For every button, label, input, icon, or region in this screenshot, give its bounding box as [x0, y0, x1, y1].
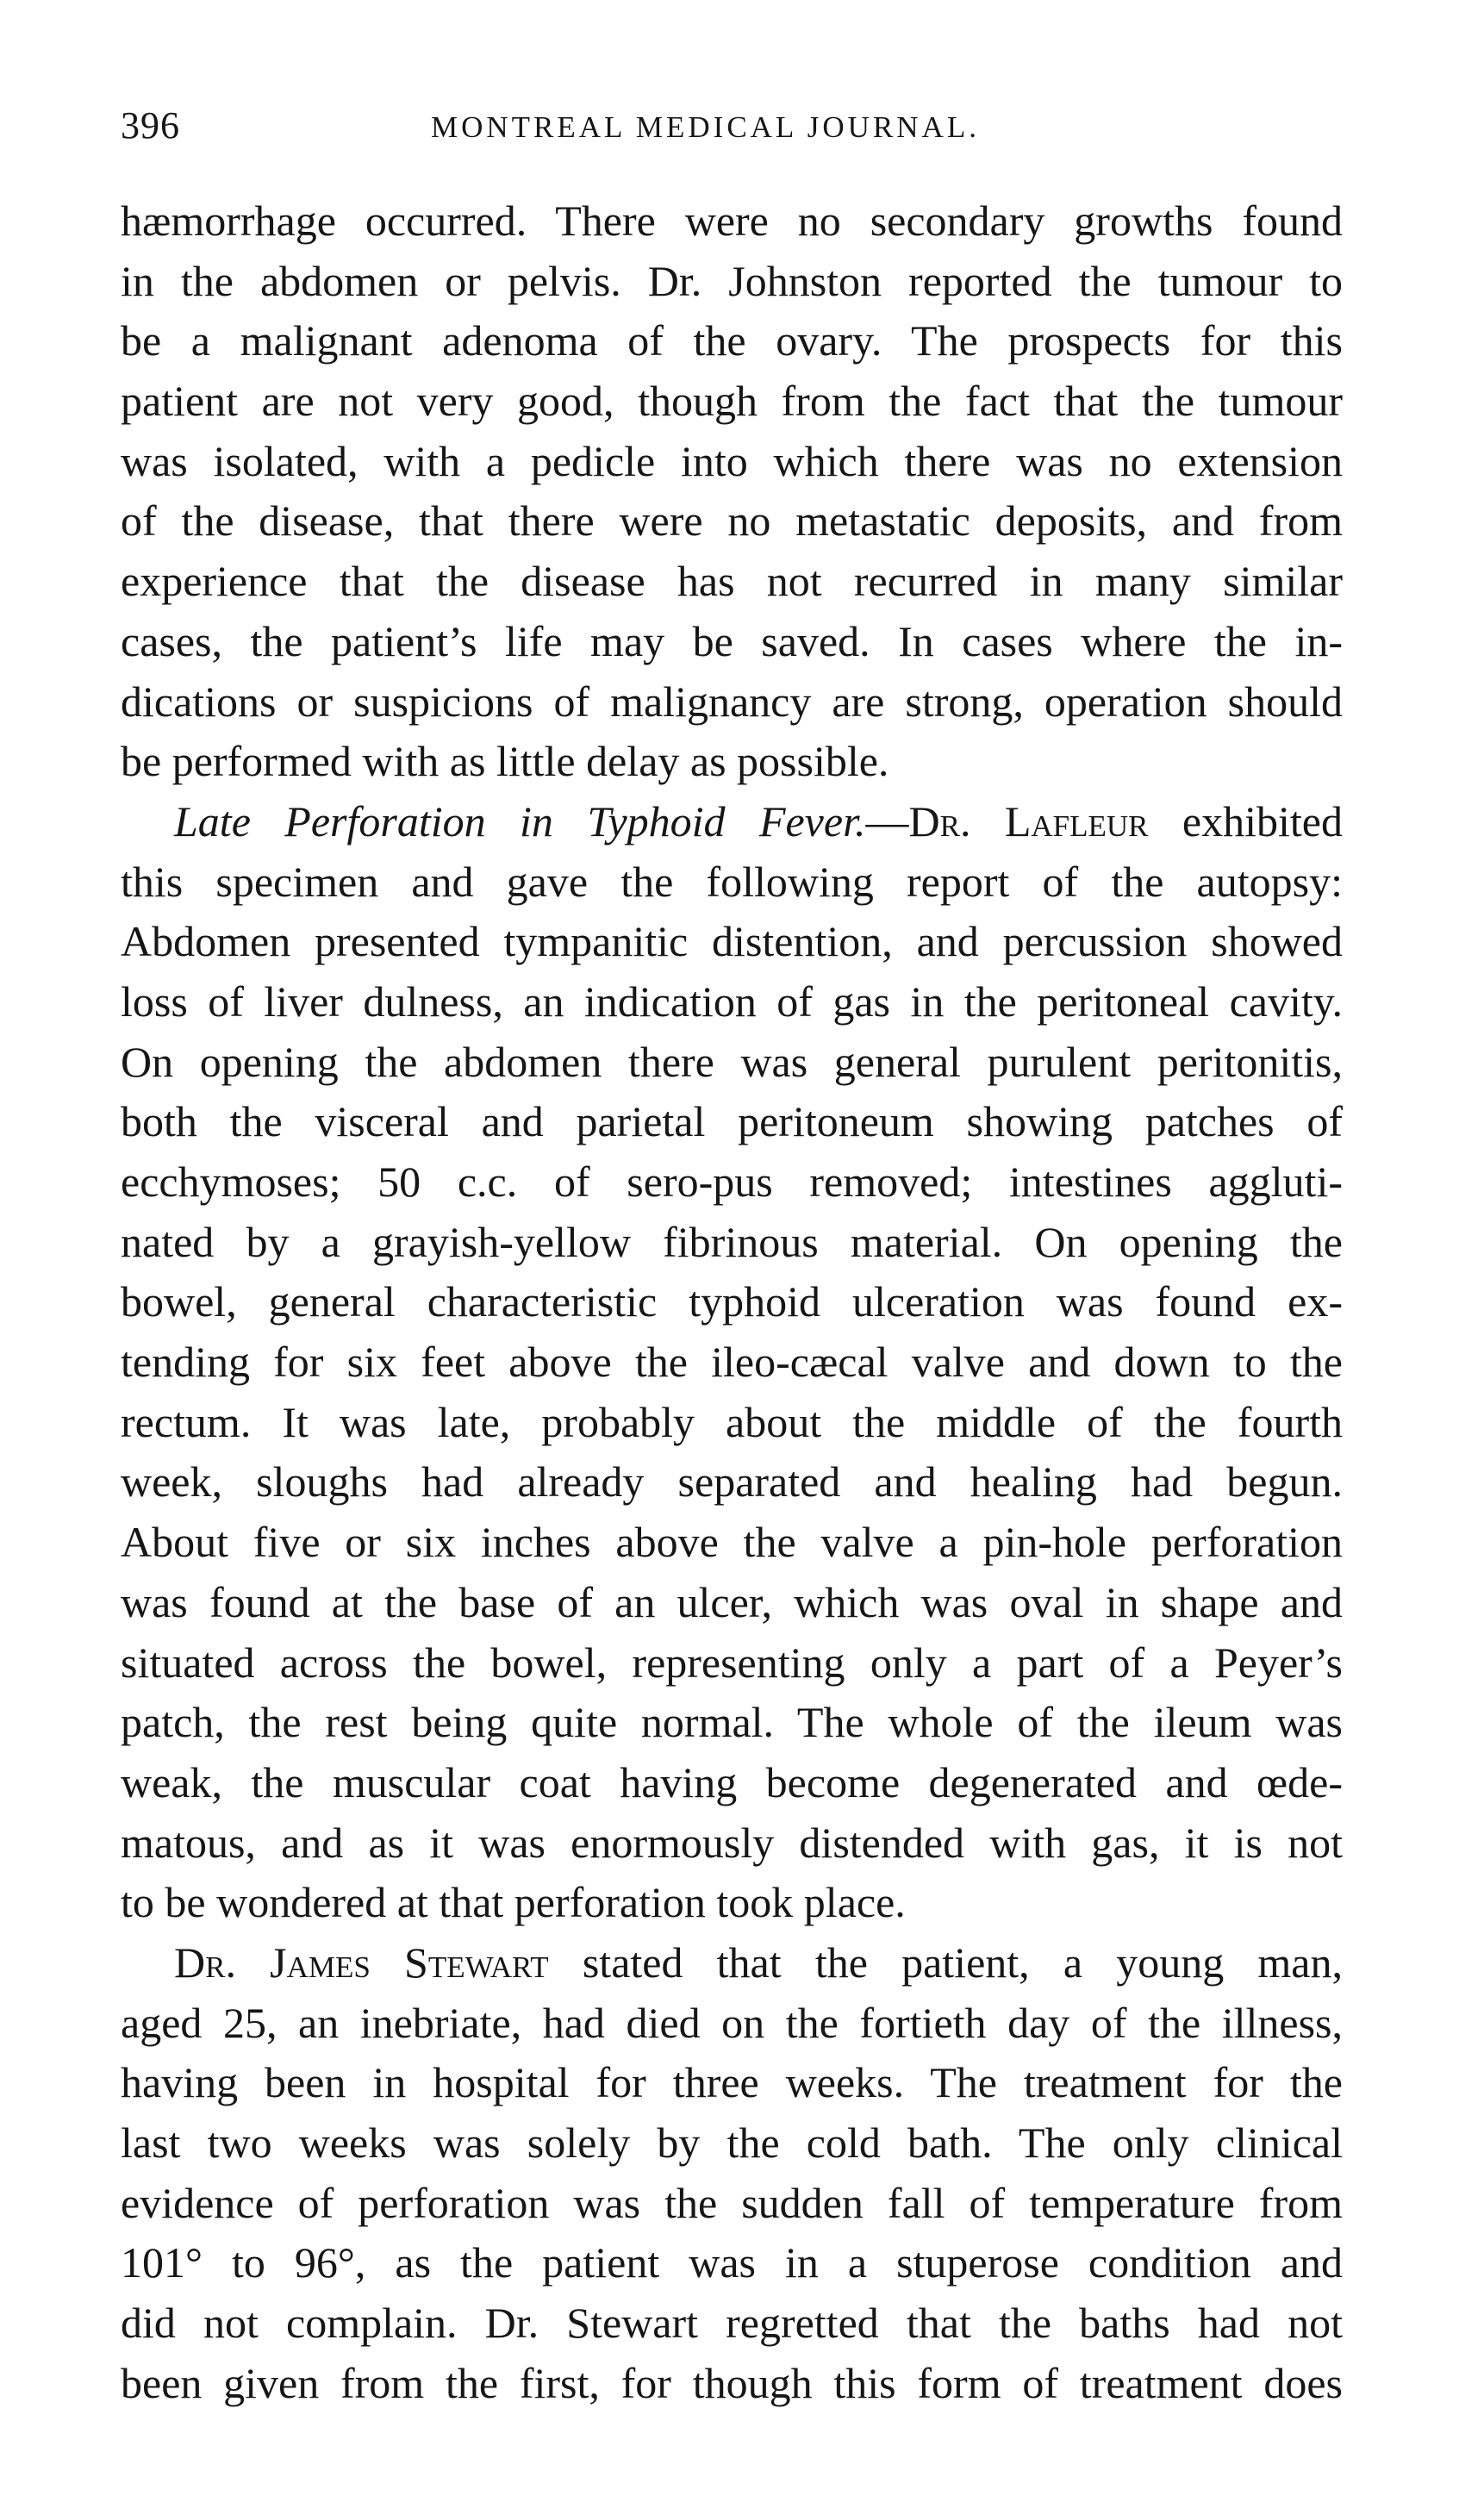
text-line: was isolated, with a pedicle into which there was no extension: [121, 436, 1343, 485]
text-line: hæmorrhage occurred. There were no secondary growths found: [121, 197, 1343, 245]
text-line: matous, and as it was enormously distended with gas, it is not: [121, 1818, 1343, 1867]
text-line: did not complain. Dr. Stewart regretted that the baths had not: [121, 2299, 1343, 2348]
text-line: rectum. It was late, probably about the middle of the fourth: [121, 1397, 1343, 1446]
body-text: [121, 191, 1343, 2413]
heading-dash: —: [865, 796, 909, 845]
text-line: aged 25, an inebriate, had died on the fortieth day of the illness,: [121, 1998, 1343, 2047]
text-line: About five or six inches above the valve a pin-hole perforation: [121, 1518, 1343, 1567]
text-line: patch, the rest being quite normal. The whole of the ileum was: [121, 1698, 1343, 1747]
text-line: to be wondered at that perforation took place.: [121, 1878, 906, 1927]
text-line: patient are not very good, though from the fact that the tumour: [121, 377, 1343, 426]
text-line: cases, the patient’s life may be saved. In cases where the in-: [121, 616, 1343, 665]
text-line: week, sloughs had already separated and healing had begun.: [121, 1457, 1343, 1507]
page-number: 396: [121, 104, 180, 147]
text-line: both the visceral and parietal peritoneum showing patches of: [121, 1097, 1343, 1146]
text-line: ecchymoses; 50 c.c. of sero-pus removed; intestines aggluti-: [121, 1157, 1343, 1206]
text-line: Abdomen presented tympanitic distention, and percussion showed: [121, 917, 1343, 966]
text-line: be performed with as little delay as possible.: [121, 737, 889, 786]
section-first-line: [121, 792, 1343, 852]
text-line: On opening the abdomen there was general purulent peritonitis,: [121, 1037, 1343, 1086]
text-line: nated by a grayish-yellow fibrinous material. On opening the: [121, 1217, 1343, 1266]
text-line: 101° to 96°, as the patient was in a stuperose condition and: [121, 2238, 1343, 2287]
text-line: this specimen and gave the following report of the autopsy:: [121, 857, 1343, 906]
text-line: having been in hospital for three weeks. The treatment for the: [121, 2058, 1343, 2107]
text-line: was found at the base of an ulcer, which was oval in shape and: [121, 1577, 1343, 1626]
text-line: dications or suspicions of malignancy are strong, operation should: [121, 677, 1343, 726]
text-line: loss of liver dulness, an indication of gas in the peritoneal cavity.: [121, 976, 1343, 1026]
text-line: evidence of perforation was the sudden fall of temperature from: [121, 2178, 1343, 2227]
speaker-name: Dr. James Stewart: [174, 1937, 549, 1987]
text-line: experience that the disease has not recurred in many similar: [121, 557, 1343, 606]
text-line: weak, the muscular coat having become degenerated and œde-: [121, 1757, 1343, 1806]
text-fragment: exhibited: [1148, 796, 1343, 845]
text-line: situated across the bowel, representing only a part of a Peyer’s: [121, 1638, 1343, 1687]
text-line: bowel, general characteristic typhoid ulceration was found ex-: [121, 1277, 1343, 1326]
text-fragment: stated that the patient, a young man,: [548, 1937, 1343, 1987]
text-line: be a malignant adenoma of the ovary. The prospects for this: [121, 316, 1343, 365]
page-header: [121, 100, 1362, 152]
text-line: been given from the first, for though this form of treatment does: [121, 2358, 1343, 2407]
speaker-name: Dr. Lafleur: [908, 796, 1149, 845]
text-line: tending for six feet above the ileo-cæcal valve and down to the: [121, 1338, 1343, 1387]
text-line: of the disease, that there were no metastatic deposits, and from: [121, 496, 1343, 546]
text-line: last two weeks was solely by the cold bath. The only clinical: [121, 2118, 1343, 2167]
running-head: MONTREAL MEDICAL JOURNAL.: [431, 110, 980, 144]
section-heading: Late Perforation in Typhoid Fever.: [174, 796, 866, 845]
text-line: in the abdomen or pelvis. Dr. Johnston reported the tumour to: [121, 256, 1343, 305]
paragraph-first-line: [121, 1933, 1343, 1993]
